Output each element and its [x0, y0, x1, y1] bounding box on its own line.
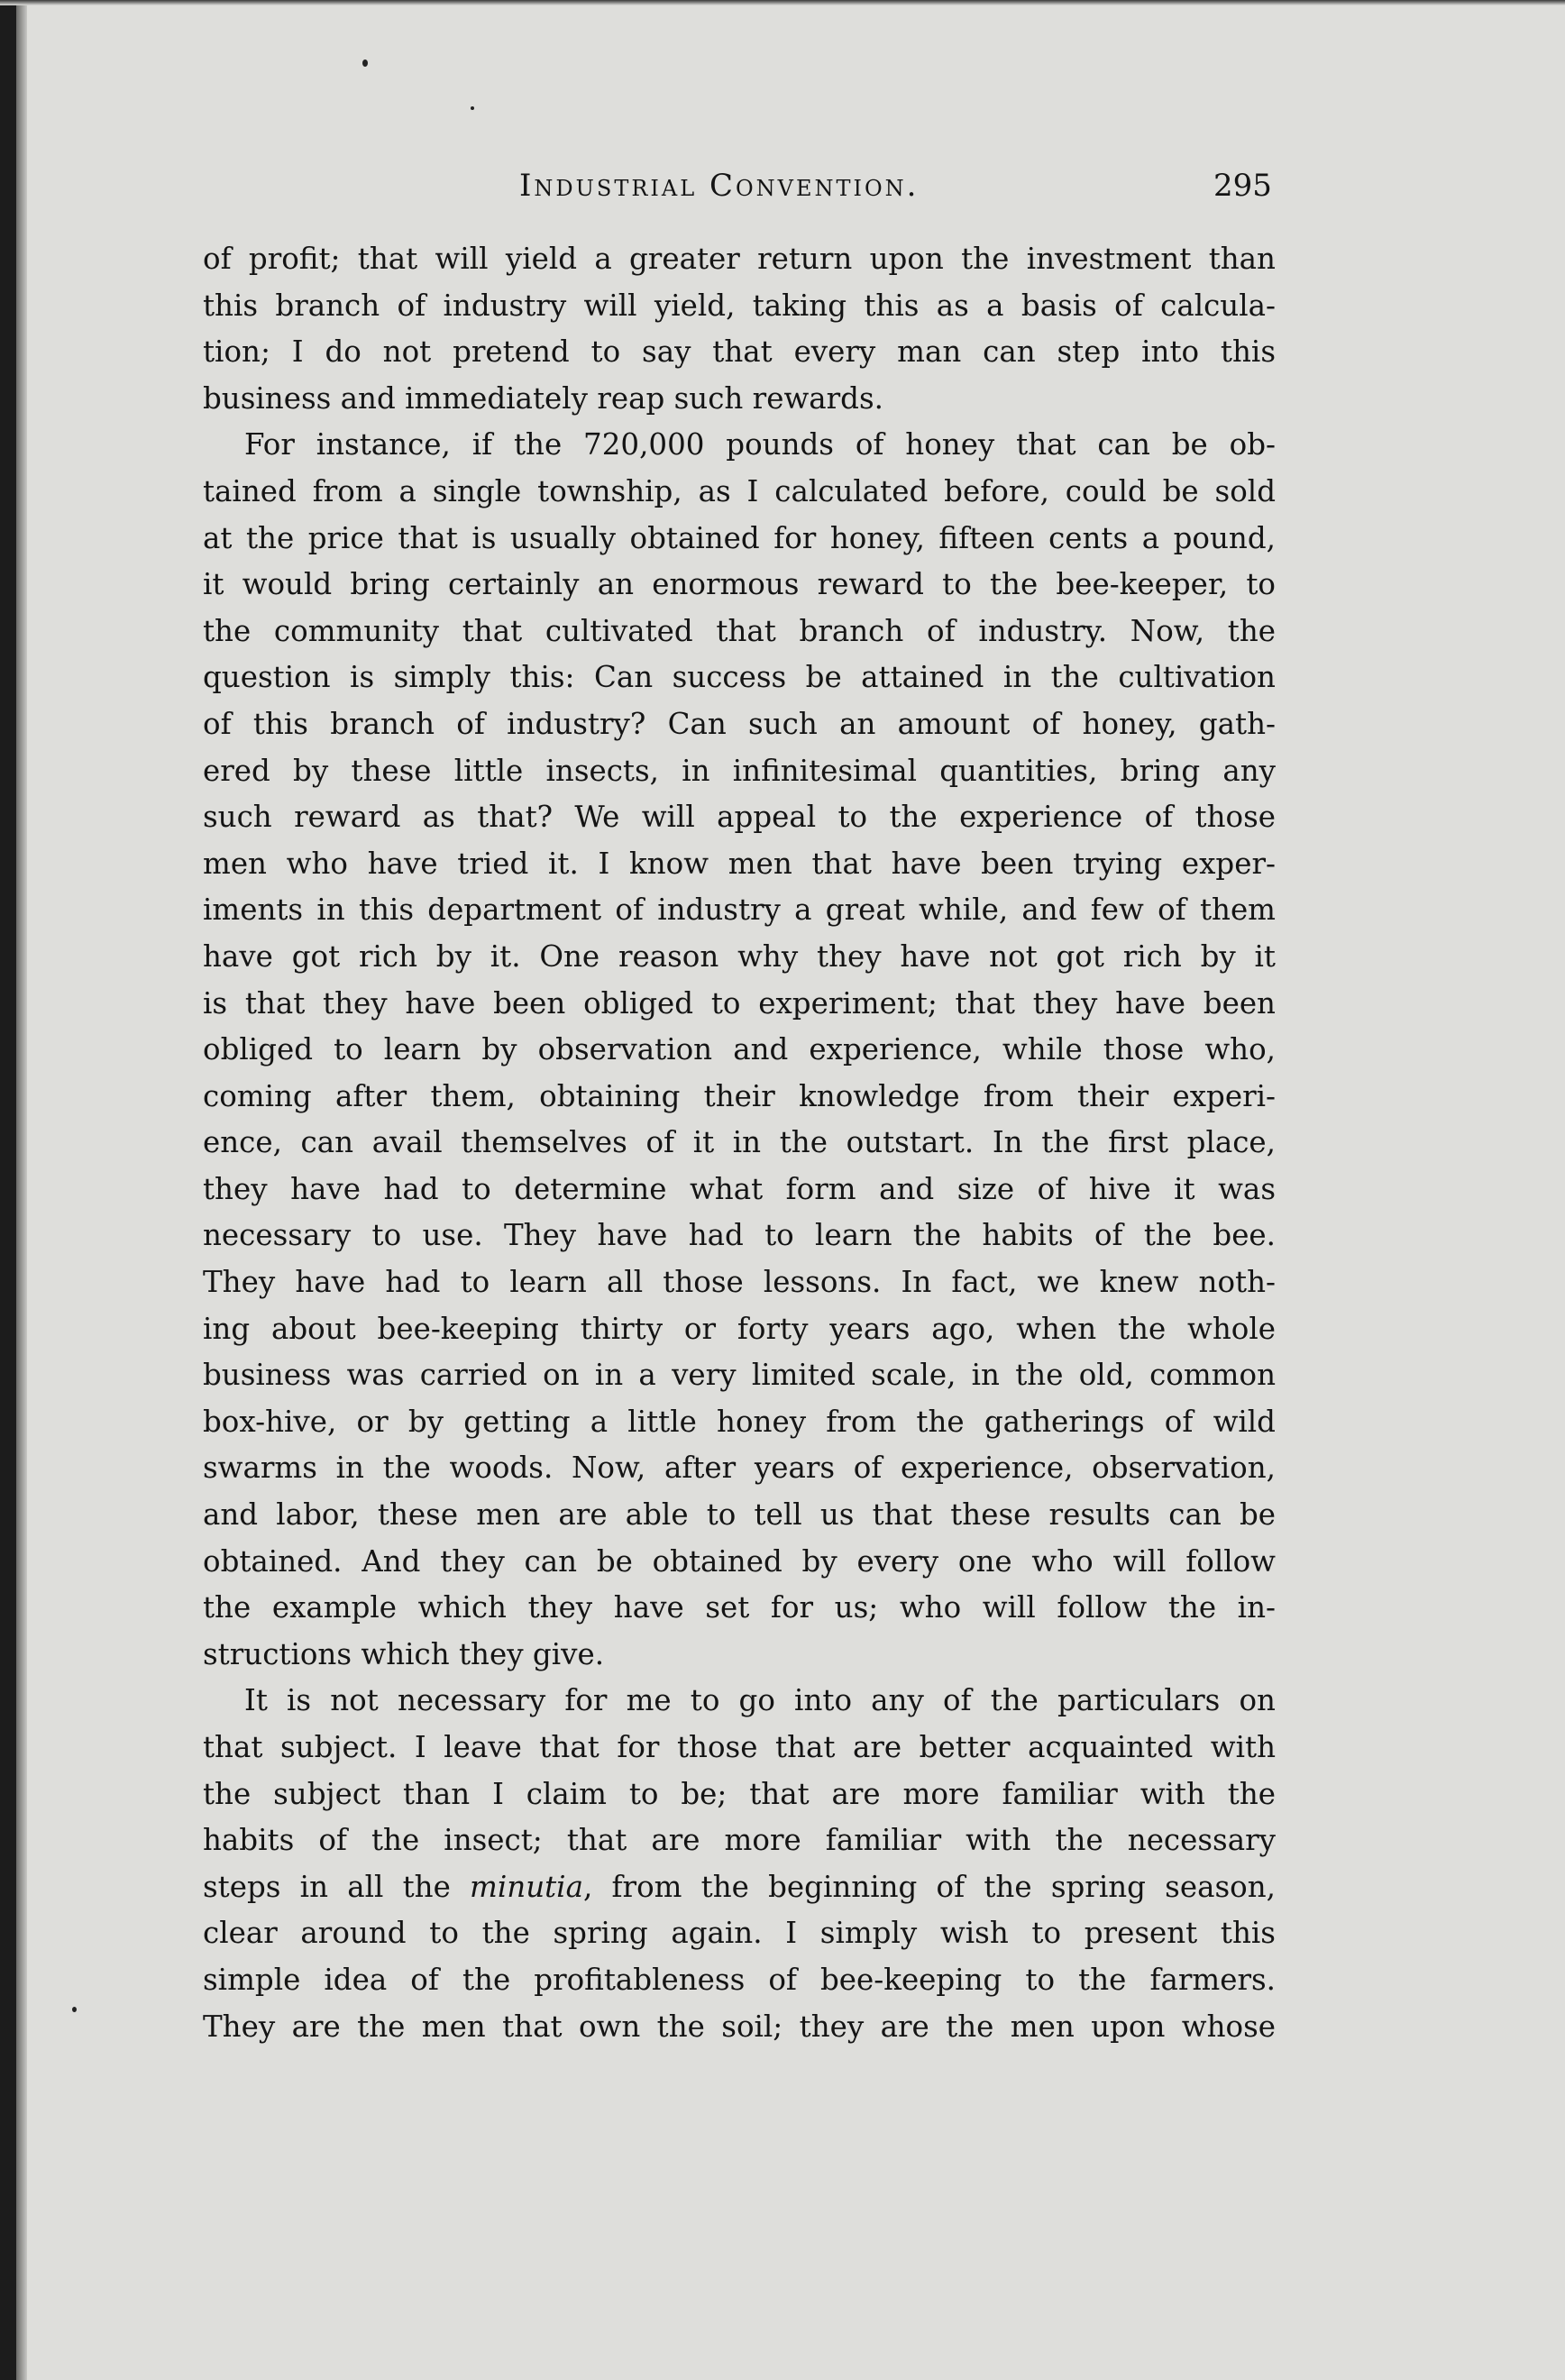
text-line: ing about bee-keeping thirty or forty years ago, when the whole — [203, 1311, 1276, 1346]
text-line: tained from a single township, as I calculated before, could be sold — [203, 473, 1276, 508]
text-line: simple idea of the profitableness of bee-keeping to the farmers. — [203, 1962, 1276, 1997]
text-line: of profit; that will yield a greater return upon the investment than — [203, 242, 1276, 276]
page-gutter-shadow — [16, 0, 27, 2380]
text-line: It is not necessary for me to go into any of the particulars on — [244, 1683, 1276, 1718]
body-text — [203, 236, 1276, 2050]
text-line: For instance, if the 720,000 pounds of honey that can be ob- — [244, 427, 1276, 462]
text-line: of this branch of industry? Can such an amount of honey, gath- — [203, 706, 1276, 741]
text-line: swarms in the woods. Now, after years of experience, observation, — [203, 1451, 1276, 1486]
text-line: They have had to learn all those lessons. In fact, we knew noth- — [203, 1265, 1276, 1300]
text-line: have got rich by it. One reason why they have not got rich by it — [203, 938, 1276, 974]
text-line: ered by these little insects, in infinitesimal quantities, bring any — [203, 753, 1276, 788]
text-line: the community that cultivated that branch of industry. Now, the — [203, 613, 1276, 648]
text-line: box-hive, or by getting a little honey from the gatherings of wild — [203, 1404, 1276, 1439]
text-line: They are the men that own the soil; they are the men upon whose — [203, 2009, 1276, 2044]
text-line-with-italic — [203, 1864, 1276, 1911]
text-line: necessary to use. They have had to learn the habits of the bee. — [203, 1218, 1276, 1253]
text-line: men who have tried it. I know men that have been trying exper- — [203, 846, 1276, 881]
text-fragment: steps in all the — [203, 1869, 471, 1904]
text-line: iments in this department of industry a great while, and few of them — [203, 892, 1276, 928]
text-line: question is simply this: Can success be attained in the cultivation — [203, 660, 1276, 695]
page-binding-edge — [0, 0, 16, 2380]
text-line: and labor, these men are able to tell us that these results can be — [203, 1497, 1276, 1533]
text-line: the subject than I claim to be; that are more familiar with the — [203, 1776, 1276, 1811]
running-header — [0, 168, 1565, 213]
text-line: obliged to learn by observation and experience, while those who, — [203, 1032, 1276, 1067]
text-line: ence, can avail themselves of it in the outstart. In the first place, — [203, 1125, 1276, 1160]
italic-term: minutia — [470, 1869, 583, 1904]
text-line: structions which they give. — [203, 1636, 605, 1671]
text-line: business was carried on in a very limited scale, in the old, common — [203, 1358, 1276, 1393]
running-title: Industrial Convention. — [519, 168, 920, 204]
text-line: clear around to the spring again. I simply wish to present this — [203, 1916, 1276, 1951]
page-number: 295 — [1213, 168, 1272, 204]
text-line: habits of the insect; that are more familiar with the necessary — [203, 1823, 1276, 1858]
text-line: it would bring certainly an enormous reward to the bee-keeper, to — [203, 567, 1276, 602]
page-top-edge — [0, 0, 1565, 5]
text-line: obtained. And they can be obtained by every one who will follow — [203, 1543, 1276, 1579]
ink-speck — [362, 60, 368, 67]
text-fragment: , from the beginning of the spring season, — [582, 1869, 1276, 1904]
text-line: is that they have been obliged to experiment; that they have been — [203, 985, 1276, 1021]
text-line: this branch of industry will yield, taking this as a basis of calcula- — [203, 288, 1276, 323]
text-line: they have had to determine what form and size of hive it was — [203, 1171, 1276, 1206]
ink-speck — [471, 106, 474, 110]
text-line: at the price that is usually obtained for honey, fifteen cents a pound, — [203, 520, 1276, 555]
text-line: coming after them, obtaining their knowledge from their experi- — [203, 1078, 1276, 1113]
text-line: such reward as that? We will appeal to the experience of those — [203, 800, 1276, 835]
text-line: tion; I do not pretend to say that every man can step into this — [203, 334, 1276, 370]
text-line: the example which they have set for us; who will follow the in- — [203, 1590, 1276, 1625]
text-line: that subject. I leave that for those that are better acquainted with — [203, 1730, 1276, 1764]
text-line: business and immediately reap such rewards. — [203, 380, 883, 416]
ink-speck — [72, 2007, 77, 2012]
